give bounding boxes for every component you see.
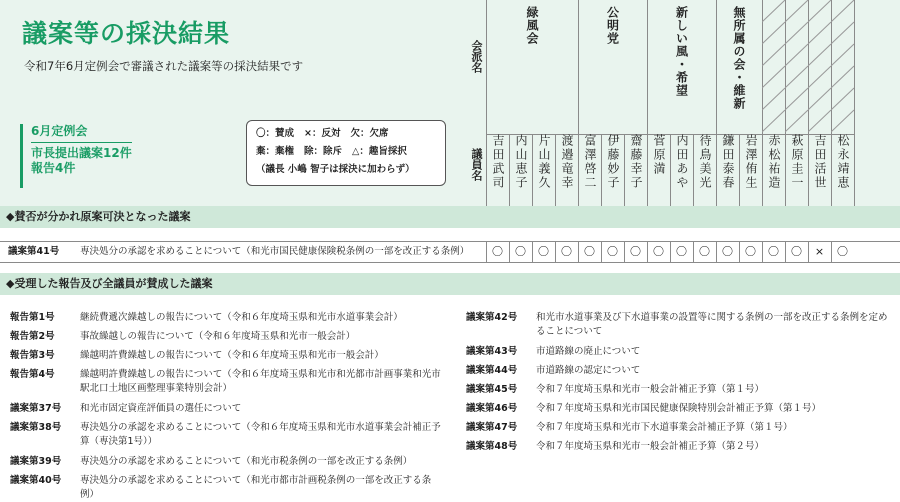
member-name: 萩原圭一 — [790, 134, 804, 190]
session-count-bills: 市長提出議案12件 — [31, 146, 132, 160]
vote-row — [0, 241, 900, 263]
section-contested: ◆賛否が分かれ原案可決となった議案 — [0, 206, 900, 228]
legend-box — [246, 120, 446, 186]
member-name: 片山義久 — [537, 134, 551, 190]
item-text: 継続費遞次繰越しの報告について（令和６年度埼玉県和光市水道事業会計） — [80, 312, 403, 323]
list-item — [466, 311, 896, 341]
faction-name: 新しい風・希望 — [674, 6, 689, 97]
vote-row-label: 議案第41号 — [8, 246, 60, 257]
legend-note: （議長 小嶋 智子は採決に加わらず） — [256, 164, 415, 175]
vote-mark: 〇 — [630, 245, 641, 258]
legend-approve: 〇：賛成 — [256, 128, 295, 139]
vote-mark: 〇 — [791, 245, 802, 258]
vote-mark: 〇 — [699, 245, 710, 258]
diagonal-stroke — [831, 66, 854, 88]
section-unanimous: ◆受理した報告及び全議員が賛成した議案 — [0, 273, 900, 295]
item-label: 議案第42号 — [466, 312, 518, 323]
item-text: 専決処分の承認を求めることについて（和光市都市計画税条例の一部を改正する条例） — [80, 475, 432, 500]
diagonal-stroke — [808, 44, 831, 66]
vote-row-divider — [532, 242, 533, 262]
vote-mark: 〇 — [745, 245, 756, 258]
diagonal-stroke — [785, 44, 808, 66]
vote-mark: 〇 — [768, 245, 779, 258]
item-label: 議案第45号 — [466, 384, 518, 395]
list-item — [10, 421, 445, 451]
vote-row-divider — [739, 242, 740, 262]
member-name: 赤松祐造 — [767, 134, 781, 190]
vote-row-divider — [670, 242, 671, 262]
list-item — [466, 440, 896, 470]
vote-row-divider — [555, 242, 556, 262]
diagonal-stroke — [831, 0, 854, 22]
session-name: 6月定例会 — [31, 124, 132, 143]
item-text: 和光市水道事業及び下水道事業の設置等に関する条例の一部を改正する条例を定めることについて — [536, 312, 888, 337]
member-name: 待鳥美光 — [698, 134, 712, 190]
table-gridline — [624, 134, 625, 206]
vote-mark: × — [814, 245, 825, 258]
item-text: 事故繰越しの報告について（令和６年度埼玉県和光市一般会計） — [80, 331, 356, 342]
item-text: 市道路線の認定について — [536, 365, 641, 376]
legend-line-1 — [256, 125, 436, 143]
legend-oppose: ×：反対 — [304, 128, 341, 139]
table-gridline — [532, 134, 533, 206]
diagonal-stroke — [808, 22, 831, 44]
vote-mark: 〇 — [837, 245, 848, 258]
no-faction-diagonal — [762, 0, 785, 134]
vote-row-divider — [762, 242, 763, 262]
page-subtitle: 令和7年6月定例会で審議された議案等の採決結果です — [24, 59, 304, 73]
vote-mark: 〇 — [584, 245, 595, 258]
vote-row-divider — [785, 242, 786, 262]
member-name: 内田あや — [675, 134, 689, 190]
header-panel — [0, 0, 466, 206]
vote-mark: 〇 — [676, 245, 687, 258]
table-gridline — [693, 134, 694, 206]
member-name: 鎌田泰春 — [721, 134, 735, 190]
member-name: 吉田武司 — [491, 134, 505, 190]
diagonal-stroke — [785, 88, 808, 110]
diagonal-stroke — [785, 22, 808, 44]
diagonal-stroke — [762, 44, 785, 66]
item-text: 令和７年度埼玉県和光市一般会計補正予算（第１号） — [536, 384, 765, 395]
table-gridline — [555, 134, 556, 206]
diagonal-stroke — [808, 88, 831, 110]
faction-header: 会派名 — [470, 40, 483, 73]
vote-mark: 〇 — [607, 245, 618, 258]
diagonal-stroke — [831, 22, 854, 44]
faction-name: 緑風会 — [525, 6, 539, 45]
member-name: 吉田活世 — [813, 134, 827, 190]
list-item — [10, 368, 445, 398]
faction-name: 公明党 — [605, 6, 620, 45]
legend-abstain: 棄：棄権 — [256, 146, 295, 157]
diagonal-stroke — [831, 88, 854, 110]
member-name: 松永靖恵 — [836, 134, 850, 190]
table-gridline — [601, 134, 602, 206]
item-text: 専決処分の承認を求めることについて（和光市税条例の一部を改正する条例） — [80, 456, 413, 467]
vote-mark: 〇 — [538, 245, 549, 258]
no-faction-diagonal — [808, 0, 831, 134]
vote-row-divider — [693, 242, 694, 262]
item-text: 和光市固定資産評価員の選任について — [80, 403, 242, 414]
table-gridline — [854, 0, 855, 206]
item-text: 令和７年度埼玉県和光市一般会計補正予算（第２号） — [536, 441, 765, 452]
diagonal-stroke — [808, 66, 831, 88]
vote-row-text: 専決処分の承認を求めることについて（和光市国民健康保険税条例の一部を改正する条例） — [80, 246, 470, 257]
vote-row-divider — [601, 242, 602, 262]
legend-absent: 欠：欠席 — [350, 128, 389, 139]
diagonal-stroke — [762, 0, 785, 22]
table-gridline — [670, 134, 671, 206]
item-label: 議案第47号 — [466, 422, 518, 433]
list-item — [10, 474, 445, 502]
member-name: 富澤啓二 — [583, 134, 597, 190]
vote-row-divider — [808, 242, 809, 262]
member-name: 伊藤妙子 — [606, 134, 620, 190]
vote-row-divider — [509, 242, 510, 262]
page-title: 議案等の採決結果 — [22, 19, 231, 48]
item-label: 議案第39号 — [10, 456, 62, 467]
vote-row-divider — [716, 242, 717, 262]
item-label: 議案第40号 — [10, 475, 62, 486]
item-label: 議案第44号 — [466, 365, 518, 376]
legend-excluded: 除：除斥 — [304, 146, 343, 157]
faction-name: 無所属の会・維新 — [732, 6, 746, 110]
item-label: 議案第48号 — [466, 441, 518, 452]
vote-mark: 〇 — [492, 245, 503, 258]
diagonal-stroke — [808, 110, 831, 132]
diagonal-stroke — [785, 66, 808, 88]
vote-row-divider — [624, 242, 625, 262]
item-text: 繰越明許費繰越しの報告について（令和６年度埼玉県和光市一般会計） — [80, 350, 384, 361]
member-name: 齋藤幸子 — [629, 134, 643, 190]
diagonal-stroke — [785, 0, 808, 22]
member-header: 議員名 — [470, 148, 483, 181]
no-faction-diagonal — [785, 0, 808, 134]
legend-line-2 — [256, 143, 436, 161]
item-label: 報告第1号 — [10, 312, 55, 323]
diagonal-stroke — [808, 0, 831, 22]
item-label: 議案第37号 — [10, 403, 62, 414]
vote-row-divider — [647, 242, 648, 262]
item-text: 令和７年度埼玉県和光市国民健康保険特別会計補正予算（第１号） — [536, 403, 822, 414]
table-gridline — [739, 134, 740, 206]
item-label: 報告第3号 — [10, 350, 55, 361]
item-text: 繰越明許費繰越しの報告について（令和６年度埼玉県和光市和光都市計画事業和光市駅北口土地区画整理事業特別会計） — [80, 369, 441, 394]
vote-row-divider — [831, 242, 832, 262]
vote-row-divider — [578, 242, 579, 262]
diagonal-stroke — [831, 44, 854, 66]
legend-adopt-intent: △：趣旨採択 — [352, 146, 407, 157]
session-count-reports: 報告4件 — [31, 161, 76, 175]
member-name: 渡邉竜幸 — [560, 134, 574, 190]
member-name: 内山恵子 — [514, 134, 528, 190]
vote-mark: 〇 — [653, 245, 664, 258]
vote-mark: 〇 — [561, 245, 572, 258]
no-faction-diagonal — [831, 0, 854, 134]
member-name: 岩澤侑生 — [744, 134, 758, 190]
diagonal-stroke — [831, 110, 854, 132]
diagonal-stroke — [762, 22, 785, 44]
diagonal-stroke — [762, 66, 785, 88]
diagonal-stroke — [762, 88, 785, 110]
item-text: 令和７年度埼玉県和光市下水道事業会計補正予算（第１号） — [536, 422, 793, 433]
item-label: 報告第4号 — [10, 369, 55, 380]
item-text: 市道路線の廃止について — [536, 346, 641, 357]
vote-mark: 〇 — [722, 245, 733, 258]
item-label: 報告第2号 — [10, 331, 55, 342]
diagonal-stroke — [785, 110, 808, 132]
item-label: 議案第43号 — [466, 346, 518, 357]
member-name: 菅原満 — [652, 134, 666, 176]
item-text: 専決処分の承認を求めることについて（令和６年度埼玉県和光市水道事業会計補正予算（専決第1号）） — [80, 422, 441, 447]
item-label: 議案第38号 — [10, 422, 62, 433]
diagonal-stroke — [762, 110, 785, 132]
session-summary — [20, 124, 132, 188]
item-label: 議案第46号 — [466, 403, 518, 414]
vote-mark: 〇 — [515, 245, 526, 258]
table-gridline — [509, 134, 510, 206]
